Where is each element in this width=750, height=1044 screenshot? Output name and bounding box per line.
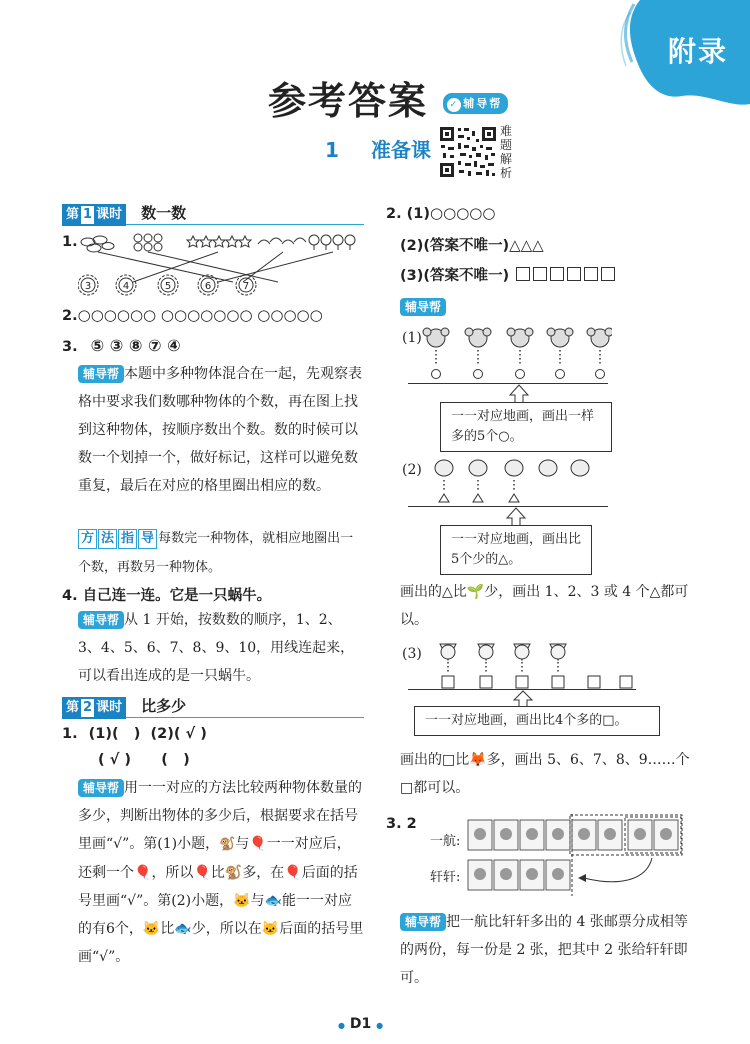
bear-icon-group (134, 234, 162, 251)
chapter-heading (325, 134, 431, 163)
matching-figure (78, 230, 358, 300)
koala-row (422, 326, 612, 386)
q4-explanation (78, 606, 364, 690)
qr-caption: 难题解析 (500, 124, 513, 180)
lesson-tag (62, 697, 126, 719)
question-2 (62, 306, 323, 324)
tip-text: 比 (160, 921, 175, 937)
fudaobang-tip-badge: 辅导帮 (78, 779, 124, 797)
question-number: 3. (386, 816, 402, 832)
dot-icon: ● (376, 1021, 384, 1030)
fox-icon (550, 644, 566, 660)
balloon-icon: 🎈 (134, 865, 152, 881)
fox-icon (440, 644, 456, 660)
stamps-figure (466, 812, 696, 898)
tip-text: 多，在 (242, 865, 285, 881)
square-shape (584, 267, 598, 281)
sub-label: (3)(答案不唯一) (400, 268, 510, 284)
sprout-icon (539, 460, 557, 476)
row-label: 轩轩: (430, 870, 461, 885)
fish-icon: 🐟 (174, 921, 192, 937)
lesson-tag-b: 课时 (96, 207, 123, 222)
koala-icon (587, 328, 612, 347)
tip-text: 与 (250, 893, 265, 909)
fish-icon: 🐟 (264, 893, 282, 909)
question-4 (62, 584, 271, 605)
question-number: 1. (62, 234, 78, 250)
sub3-explanation (400, 746, 692, 802)
sub-label: (1) (402, 330, 422, 346)
up-arrow-icon (508, 384, 530, 404)
right-question-2 (386, 204, 495, 222)
ribbon-icon-group (81, 236, 114, 252)
square-answer (514, 268, 616, 284)
hint-box: 一一对应地画，画出一样多的5个○。 (440, 402, 612, 452)
cat-icon: 🐱 (233, 893, 251, 909)
cat-icon: 🐱 (261, 921, 280, 937)
lesson-tag (62, 204, 126, 226)
l2q1-explanation (78, 774, 364, 971)
fox-row (430, 642, 640, 690)
fudaobang-logo: ✓ 辅导帮 (443, 93, 508, 114)
tip-text: 少，画出 1、2、3 或 4 个△都可以。 (400, 584, 689, 628)
koala-icon (547, 328, 573, 347)
hint-box: 一一对应地画，画出比5个少的△。 (440, 525, 592, 575)
square-shape (550, 267, 564, 281)
fudaobang-tip-badge: 辅导帮 (78, 365, 124, 383)
lesson-name: 比多少 (141, 697, 187, 715)
tip-text: 多，画出 5、6、7、8、9……个□都可以。 (400, 752, 690, 796)
square-shape (567, 267, 581, 281)
balloon-icon: 🎈 (193, 865, 211, 881)
balloon-icon: 🎈 (249, 836, 267, 852)
q2-part-2 (400, 234, 544, 255)
sprout-icon (571, 460, 589, 476)
lesson-num: 2 (83, 700, 93, 715)
method-text: 每数完一种物体，就相应地圈出一个数，再数另一种物体。 (78, 531, 354, 575)
method-char: 法 (98, 529, 117, 549)
lesson-name: 数一数 (141, 204, 187, 222)
up-arrow-icon (505, 507, 527, 527)
fudaobang-tip-badge: 辅导帮 (78, 611, 124, 629)
tip-text: 画出的△比 (400, 584, 467, 600)
sprout-icon (435, 460, 453, 476)
right-question-3 (386, 816, 417, 832)
tip-text: 后面的括号里画“√”。第(2)小题， (78, 865, 358, 909)
qr-code-icon[interactable] (438, 125, 498, 179)
tip-text: 画出的□比 (400, 752, 470, 768)
answer-text-line2: ( √ ) ( ) (98, 752, 190, 768)
sprout-icon: 🌱 (466, 584, 485, 600)
answer-text: ○○○○○○ ○○○○○○○ ○○○○○ (77, 306, 323, 324)
flower-number: 6 (204, 281, 212, 292)
lesson-1-header (62, 202, 364, 225)
cat-icon: 🐱 (142, 921, 161, 937)
question-3 (62, 336, 181, 355)
bird-icon-group (258, 238, 306, 244)
q3-explanation-right (400, 908, 692, 992)
lesson-tag-a: 第 (66, 207, 80, 222)
sprout-icon (505, 460, 523, 476)
tip-text: 把一航比轩轩多出的 4 张邮票分成相等的两份，每一份是 2 张，把其中 2 张给轩轩即可。 (400, 914, 688, 986)
tree-icon-group (309, 235, 355, 250)
page-title (268, 70, 508, 125)
tip-text: ，所以 (151, 865, 194, 881)
title-text: 参考答案 (268, 79, 429, 123)
hint-box: 一一对应地画，画出比4个多的□。 (414, 706, 660, 736)
flower-number: 5 (164, 281, 172, 292)
q3-explanation (78, 360, 364, 500)
question-number: 3. (62, 339, 78, 355)
koala-icon (465, 328, 491, 347)
koala-icon (423, 328, 449, 347)
sub-label: (3) (402, 646, 422, 662)
seedling-row (432, 458, 592, 508)
appendix-label: 附录 (667, 35, 728, 68)
method-char: 指 (118, 529, 137, 549)
koala-icon (507, 328, 533, 347)
balloon-icon: 🎈 (284, 865, 302, 881)
lesson-2-header (62, 695, 364, 718)
tip-text: 一一对应后，还剩一个 (78, 836, 351, 881)
tip-text: 能一一对应的有6个， (78, 893, 352, 937)
answer-text: 自己连一连。它是一只蜗牛。 (82, 588, 272, 604)
question-number: 4. (62, 588, 78, 604)
tip-text: 用一一对应的方法比较两种物体数量的多少，判断出物体的多少后，根据要求在括号里画“√”。第(1)小题， (78, 780, 363, 852)
lesson-tag-a: 第 (66, 700, 80, 715)
fox-icon (514, 644, 530, 660)
answer-text: △△△ (509, 236, 544, 254)
row-label: 一航: (430, 834, 461, 849)
monkey-icon: 🐒 (224, 865, 243, 881)
tip-text: 后面的括号里画“√”。 (78, 921, 364, 965)
fox-icon: 🦊 (469, 752, 487, 768)
answer-text: (1)( ) (2)( √ ) (88, 726, 207, 742)
tip-text: 少，所以在 (191, 921, 262, 937)
tip-text: 从 1 开始，按数数的顺序，1、2、3、4、5、6、7、8、9、10，用线连起来，可以看出连成的是一只蜗牛。 (78, 612, 355, 684)
dot-icon: ● (338, 1021, 345, 1030)
tip-text: 比 (210, 865, 225, 881)
question-number: 2. (386, 206, 402, 222)
answer-text: ○○○○○ (430, 204, 496, 222)
tip-text: 与 (235, 836, 250, 852)
tip-text: 本题中多种物体混合在一起，先观察表格中要求我们数哪种物体的个数，再在图上找到这种物体，按顺序数出个数。数的时候可以数一个划掉一个，做好标记，这样可以避免数重复，最后在对应的格里圈出相应的数。 (78, 366, 363, 494)
fudaobang-tip-badge: 辅导帮 (400, 913, 446, 931)
square-shape (533, 267, 547, 281)
fudaobang-tip-badge-right (400, 296, 446, 316)
flower-number: 7 (242, 281, 250, 292)
method-guide (78, 524, 364, 582)
flower-number: 3 (84, 281, 92, 292)
fox-icon (478, 644, 494, 660)
answer-text: 2 (406, 816, 417, 832)
flower-number: 4 (122, 281, 130, 292)
monkey-icon: 🐒 (219, 837, 236, 852)
method-char: 导 (138, 529, 157, 549)
method-char: 方 (78, 529, 97, 549)
fudaobang-logo-text: 辅导帮 (463, 97, 503, 110)
question-number: 2. (62, 308, 78, 324)
q2-part-3 (400, 264, 616, 285)
lesson-num: 1 (83, 207, 93, 222)
lesson2-question-1 (62, 726, 207, 742)
fudaobang-tip-badge: 辅导帮 (400, 298, 446, 316)
page-number-text: D1 (349, 1016, 372, 1032)
chapter-number: 1 (325, 138, 339, 162)
chapter-name: 准备课 (370, 138, 431, 162)
sub-label: (2) (402, 462, 422, 478)
answer-text: ⑤ ③ ⑧ ⑦ ④ (90, 336, 181, 355)
page-number (338, 1016, 383, 1032)
lesson-tag-b: 课时 (96, 700, 123, 715)
question-number: 1. (62, 726, 78, 742)
square-shape (601, 267, 615, 281)
sub-label: (1) (406, 206, 431, 222)
sub-label: (2)(答案不唯一) (400, 238, 510, 254)
star-icon-group (187, 236, 251, 247)
sprout-icon (469, 460, 487, 476)
square-shape (516, 267, 530, 281)
sub2-explanation (400, 578, 692, 634)
